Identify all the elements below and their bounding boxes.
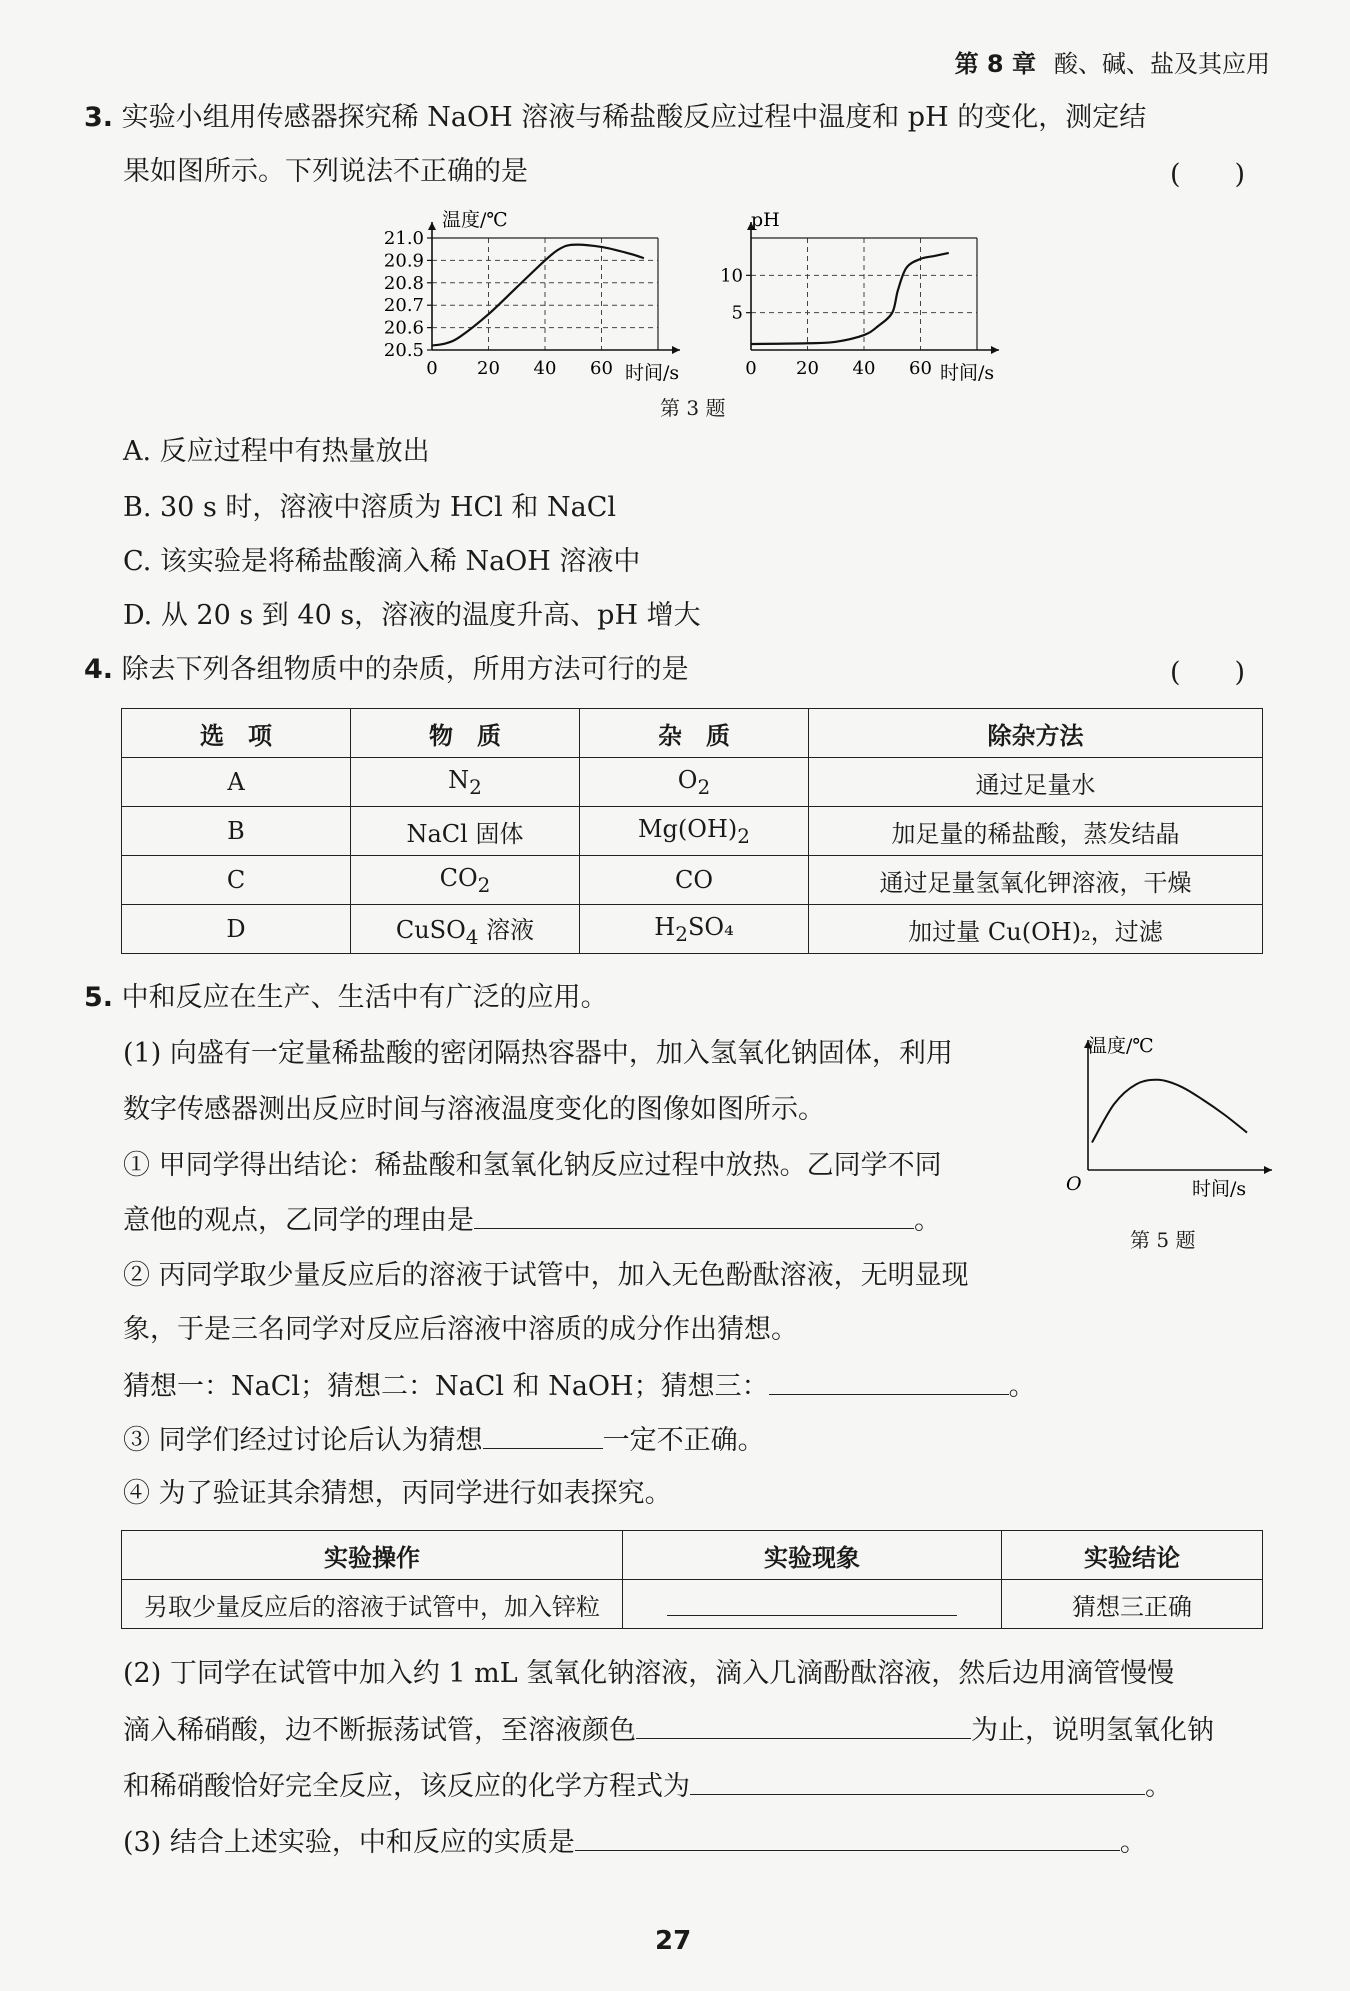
q5-number: 5. (84, 982, 114, 1013)
row-option: C (122, 856, 351, 905)
x-tick-label: 0 (745, 358, 757, 379)
row-method: 加足量的稀盐酸，蒸发结晶 (809, 807, 1263, 856)
y-axis-arrow (428, 222, 436, 230)
essence-answer-blank[interactable] (575, 1822, 1120, 1851)
period: 。 (914, 1205, 941, 1236)
q5-stem: 中和反应在生产、生活中有广泛的应用。 (121, 982, 608, 1013)
temperature-curve (1092, 1080, 1247, 1143)
period: 。 (1145, 1771, 1172, 1802)
substance-suffix: 溶液 (478, 915, 535, 944)
row-substance (351, 758, 580, 807)
phenomenon-answer-blank[interactable] (667, 1587, 957, 1616)
q5-temperature-chart (1052, 1030, 1282, 1200)
q5-experiment-table (121, 1530, 1263, 1629)
q4-stem: 除去下列各组物质中的杂质，所用方法可行的是 (121, 654, 689, 685)
impurity-text: CO (674, 866, 714, 894)
origin-label: O (1066, 1173, 1082, 1195)
q5-p2-line3 (123, 1366, 1036, 1407)
header-operation: 实验操作 (122, 1531, 623, 1580)
substance-subscript: 2 (469, 774, 482, 799)
q5-equation-prompt: 和稀硝酸恰好完全反应，该反应的化学方程式为 (123, 1771, 690, 1802)
chapter-title: 酸、碱、盐及其应用 (1054, 50, 1270, 78)
table-header-row (122, 709, 1263, 758)
y-tick-label: 20.6 (383, 317, 424, 339)
y-tick-label: 20.8 (383, 272, 424, 294)
row-impurity (580, 905, 809, 954)
row-impurity (580, 758, 809, 807)
row-impurity (580, 856, 809, 905)
substance-subscript: 2 (477, 872, 491, 897)
y-tick-labels (720, 265, 751, 323)
page-header (955, 44, 1270, 79)
q5-p6 (123, 1822, 1147, 1863)
x-tick-label: 0 (426, 358, 438, 379)
q5-essence-prompt: (3) 结合上述实验，中和反应的实质是 (123, 1827, 575, 1858)
header-option: 选 项 (122, 709, 351, 758)
y-tick-label: 20.9 (383, 250, 424, 272)
period: 。 (1008, 1371, 1036, 1402)
q5-guesses: 猜想一：NaCl；猜想二：NaCl 和 NaOH；猜想三： (123, 1371, 769, 1402)
q5-p3-end: 一定不正确。 (602, 1425, 765, 1456)
table-row (122, 758, 1263, 807)
x-axis-arrow (672, 346, 680, 354)
impurity-subscript: 2 (737, 823, 750, 848)
impurity-text: H (654, 912, 676, 941)
header-impurity: 杂 质 (580, 709, 809, 758)
row-impurity (580, 807, 809, 856)
temperature-curve (432, 245, 644, 346)
y-tick-label: 10 (720, 265, 743, 287)
table-header-row (122, 1531, 1263, 1580)
table-row (122, 1580, 1263, 1629)
q3-option-c[interactable]: C. 该实验是将稀盐酸滴入稀 NaOH 溶液中 (123, 546, 641, 577)
x-tick-label: 40 (852, 358, 876, 379)
guess-three-blank[interactable] (769, 1366, 1009, 1395)
table-row (122, 905, 1263, 954)
y-axis-label: 温度/℃ (442, 209, 508, 231)
q3-number: 3. (84, 102, 114, 133)
row-method: 加过量 Cu(OH)₂，过滤 (809, 905, 1263, 954)
wrong-guess-blank[interactable] (483, 1420, 603, 1449)
header-method: 除杂方法 (809, 709, 1263, 758)
header-substance: 物 质 (351, 709, 580, 758)
table-row (122, 807, 1263, 856)
substance-text: CO (439, 863, 478, 892)
q5-p2-line2: 象，于是三名同学对反应后溶液中溶质的成分作出猜想。 (123, 1314, 798, 1345)
q5-reason-prompt: 意他的观点，乙同学的理由是 (123, 1205, 474, 1236)
substance-text: N (448, 765, 470, 794)
q3-text-line1 (84, 98, 1146, 138)
period: 。 (1119, 1827, 1147, 1858)
q5-intro (84, 978, 608, 1018)
q5-p1-line4 (123, 1200, 941, 1241)
row-option: D (122, 905, 351, 954)
row-method: 通过足量水 (809, 758, 1263, 807)
x-tick-label: 60 (590, 358, 613, 379)
q3-ph-chart (715, 210, 1015, 388)
x-tick-labels (745, 358, 932, 379)
chapter-number: 第 8 章 (954, 50, 1036, 78)
q3-figure-caption: 第 3 题 (660, 396, 726, 420)
y-tick-label: 5 (731, 302, 743, 324)
q4-table (121, 708, 1263, 954)
q3-option-d[interactable]: D. 从 20 s 到 40 s，溶液的温度升高、pH 增大 (123, 600, 701, 631)
y-tick-labels (384, 228, 432, 361)
q3-answer-paren[interactable]: ( ) (1170, 159, 1246, 190)
y-axis-label: pH (751, 209, 780, 231)
q5-p5-end: 为止，说明氢氧化钠 (971, 1715, 1214, 1746)
impurity-suffix: SO₄ (687, 912, 734, 941)
header-conclusion: 实验结论 (1002, 1531, 1263, 1580)
impurity-subscript: 2 (697, 774, 711, 799)
x-tick-label: 20 (796, 358, 819, 379)
q5-p4: ④ 为了验证其余猜想，丙同学进行如表探究。 (123, 1478, 672, 1509)
page-number: 27 (655, 1926, 692, 1956)
phenomenon-cell (623, 1580, 1002, 1629)
q4-answer-paren[interactable]: ( ) (1170, 657, 1246, 688)
q5-p1-line2: 数字传感器测出反应时间与溶液温度变化的图像如图所示。 (123, 1094, 825, 1125)
q5-p5-line2 (123, 1710, 1214, 1751)
q5-p5-line1: (2) 丁同学在试管中加入约 1 mL 氢氧化钠溶液，滴入几滴酚酞溶液，然后边用滴管慢慢 (123, 1658, 1175, 1689)
row-substance (351, 807, 580, 856)
x-axis-arrow (1264, 1166, 1272, 1174)
x-tick-label: 60 (909, 358, 932, 379)
substance-text: CuSO (395, 915, 466, 944)
operation-cell: 另取少量反应后的溶液于试管中，加入锌粒 (122, 1580, 623, 1629)
impurity-text: Mg(OH) (637, 814, 738, 843)
q5-p1-line3: ① 甲同学得出结论：稀盐酸和氢氧化钠反应过程中放热。乙同学不同 (123, 1150, 942, 1181)
conclusion-cell: 猜想三正确 (1002, 1580, 1263, 1629)
q5-figure-caption: 第 5 题 (1130, 1228, 1196, 1252)
header-phenomenon: 实验现象 (623, 1531, 1002, 1580)
chart-axes (747, 222, 999, 354)
substance-subscript: 4 (465, 924, 479, 949)
row-option: B (122, 807, 351, 856)
impurity-text: O (677, 765, 698, 794)
q5-p1-line1: (1) 向盛有一定量稀盐酸的密闭隔热容器中，加入氢氧化钠固体，利用 (123, 1038, 953, 1069)
q3-option-b[interactable]: B. 30 s 时，溶液中溶质为 HCl 和 NaCl (123, 492, 616, 523)
q3-temperature-chart (370, 209, 680, 388)
y-tick-label: 20.5 (383, 340, 424, 361)
y-tick-label: 20.7 (383, 295, 424, 317)
q3-option-a[interactable]: A. 反应过程中有热量放出 (123, 436, 430, 467)
x-tick-labels (426, 358, 613, 379)
chart-axes (428, 222, 680, 354)
x-tick-label: 40 (533, 358, 557, 379)
q3-text-line2: 果如图所示。下列说法不正确的是 (123, 156, 528, 187)
q5-p5-prompt: 滴入稀硝酸，边不断振荡试管，至溶液颜色 (123, 1715, 636, 1746)
row-option: A (122, 758, 351, 807)
x-axis-label: 时间/s (625, 362, 680, 384)
table-row (122, 856, 1263, 905)
row-substance (351, 856, 580, 905)
row-substance (351, 905, 580, 954)
x-axis-label: 时间/s (1192, 1178, 1247, 1200)
q4-number: 4. (84, 654, 114, 685)
y-axis-label: 温度/℃ (1088, 1035, 1154, 1057)
ph-curve (751, 253, 949, 344)
x-tick-label: 20 (477, 358, 500, 379)
y-tick-label: 21.0 (383, 228, 424, 249)
equation-answer-blank[interactable] (690, 1766, 1145, 1795)
x-axis-arrow (991, 346, 999, 354)
q5-p2-line1: ② 丙同学取少量反应后的溶液于试管中，加入无色酚酞溶液，无明显现 (123, 1260, 969, 1291)
impurity-subscript: 2 (675, 921, 688, 946)
color-answer-blank[interactable] (636, 1710, 971, 1739)
x-axis-label: 时间/s (940, 362, 995, 384)
q5-p3-prompt: ③ 同学们经过讨论后认为猜想 (123, 1425, 483, 1456)
substance-text: NaCl 固体 (406, 819, 524, 848)
row-method: 通过足量氢氧化钾溶液，干燥 (809, 856, 1263, 905)
q5-p3 (123, 1420, 765, 1461)
q5-p5-line3 (123, 1766, 1172, 1807)
reason-answer-blank[interactable] (474, 1200, 914, 1229)
q3-stem-1: 实验小组用传感器探究稀 NaOH 溶液与稀盐酸反应过程中温度和 pH 的变化，测定结 (121, 102, 1147, 133)
q4-text (84, 650, 689, 690)
